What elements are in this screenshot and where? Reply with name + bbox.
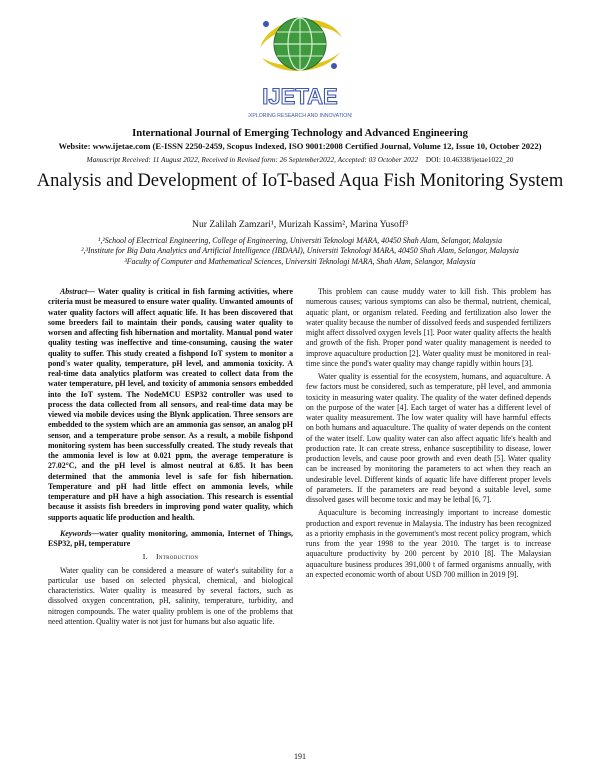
- affiliation-2: ²,³Institute for Big Data Analytics and Artificial Intelligence (IBDAAI), Universiti Teknologi MARA, 40450 Shah Alam, Selangor, Malaysia: [81, 246, 519, 256]
- logo-wordmark: IJETAE: [262, 84, 338, 109]
- globe-logo-icon: [248, 4, 352, 122]
- paragraph: This problem can cause muddy water to kill fish. This problem has numerous causes; various symptoms can also be thermal, nutrient, chemical, aquatic plant, or organism related. Feeding and fertilization also lower the water quality because the number of dissolved feeds and suspended fertilizers might affect dissolved oxygen levels [1]. Poor water quality affects the health and growth of the fish. Proper pond water quality management is needed to improve aquaculture production [2]. Water quality must be monitored in real-time since the pond's water quality may change rapidly within hours [3].: [306, 287, 551, 368]
- journal-website-line: Website: www.ijetae.com (E-ISSN 2250-2459, Scopus Indexed, ISO 9001:2008 Certified Journal, Volume 12, Issue 10, October 2022): [58, 141, 542, 151]
- manuscript-dates: Manuscript Received: 11 August 2022, Received in Revised form: 26 September2022, Accepted: 03 October 2022: [86, 155, 419, 164]
- paragraph: Aquaculture is becoming increasingly important to increase domestic production and export revenue in Malaysia. The industry has been recognized as a priority emphasis in the government's most recent policy program, which runs from the year 1998 to the year 2010. The target is to increase aquaculture productivity by 200 percent by 2010 [8]. The Malaysian aquaculture business produces 391,000 t of farmed organisms annually, with an expected economic worth of about USD 700 million in 2019 [9].: [306, 508, 551, 579]
- affiliations: [40, 236, 560, 267]
- keywords: [48, 529, 293, 550]
- page-number: 191: [294, 752, 306, 761]
- authors: Nur Zalilah Zamzari¹, Murizah Kassim², Marina Yusoff³: [192, 219, 408, 230]
- paper-title: Analysis and Development of IoT-based Aqua Fish Monitoring System: [36, 171, 564, 191]
- journal-name: International Journal of Emerging Technology and Advanced Engineering: [132, 128, 468, 139]
- right-column: [306, 287, 551, 583]
- journal-header: [40, 128, 560, 152]
- paragraph: Water quality can be considered a measure of water's suitability for a particular use based on selected physical, chemical, and biological characteristics. Water quality is measured by several factors, such as dissolved oxygen concentration, pH, salinity, temperature, turbidity, and nitrogen compounds. The water quality problem is one of the problems that need attention. Quality water is not just for humans but also aquatic life.: [48, 565, 293, 626]
- section-heading-introduction: I. Introduction: [142, 552, 199, 562]
- affiliation-3: ³Faculty of Computer and Mathematical Sciences, Universiti Teknologi MARA, Shah Alam, Selangor, Malaysia: [124, 256, 476, 266]
- journal-logo: [248, 4, 352, 122]
- affiliation-1: ¹,²School of Electrical Engineering, College of Engineering, Universiti Teknologi MARA, 40450 Shah Alam, Selangor, Malaysia: [97, 236, 503, 245]
- paragraph: Water quality is essential for the ecosystem, humans, and aquaculture. A few factors must be considered, such as temperature, pH level, and ammonia toxicity in measuring water quality. The quality of the water defined depends on the purpose of the water [4]. Each target of water has a different level of water quality measurement. The low water quality will have harmful effects on both humans and aquaculture. The quality of water depends on the content of the water itself. Low quality water can also affect aquatic life's health and production rate. It can create stress, enhance susceptibility to disease, lower production levels, and cause poor growth and even death [5]. Water quality can be increased by monitoring the parameters to act when they reach an undesirable level. Different kinds of aquatic life have different proper levels of parameters. If the parameters are read beyond a suitable level, some dissolved gases will become toxic and may be lethal [6, 7].: [306, 372, 551, 504]
- left-column: [48, 287, 293, 630]
- doi: DOI: 10.46338/ijetae1022_20: [425, 155, 514, 164]
- manuscript-info: [40, 155, 560, 164]
- abstract-text: Water quality is critical in fish farming activities, where criteria must be measured to ensure water quality. Unwanted amounts of water quality factors will affect aquatic life. It has been discovered that some breeders fail to maintain their ponds, causing water quality to worsen and affecting fish hibernation and mortality. Manual pond water quality testing was ineffective and time-consuming, causing the water quality to suffer. This study created a fishpond IoT system to monitor a pond's water quality, temperature, pH level, and ammonia toxicity. A real-time data analytics platform was created to collect data from the water temperature, pH level, and toxicity of ammonia sensors embedded into the IoT system. The NodeMCU ESP32 controller was used to process the data collected from all sensors, and real-time data may be viewed via mobile devices using the Blynk application. Three sensors are embedded to the system which are an ammonia gas sensor, an analog pH sensor, and a temperature probe sensor. As a result, a mobile fishpond monitoring system has been successfully created. The study reveals that the ammonia level is low at 0.021 ppm, the average temperature is 27.02°C, and the pH level is almost neutral at 6.85. It has been determined that the ammonia level is safe for fish hibernation. Temperature and pH had little effect on ammonia levels, while temperature and pH have a high association. This research is essential because it assists fish breeders in improving pond water quality, which supports aquatic life production and health.: [48, 287, 293, 522]
- abstract-lead: Abstract—: [60, 287, 95, 296]
- logo-tagline: EXPLORING RESEARCH AND INNOVATIONS: [248, 113, 352, 119]
- abstract: [48, 287, 293, 523]
- keywords-text: —water quality monitoring, ammonia, Internet of Things, ESP32, pH, temperature: [48, 528, 293, 548]
- keywords-lead: Keywords: [60, 528, 92, 538]
